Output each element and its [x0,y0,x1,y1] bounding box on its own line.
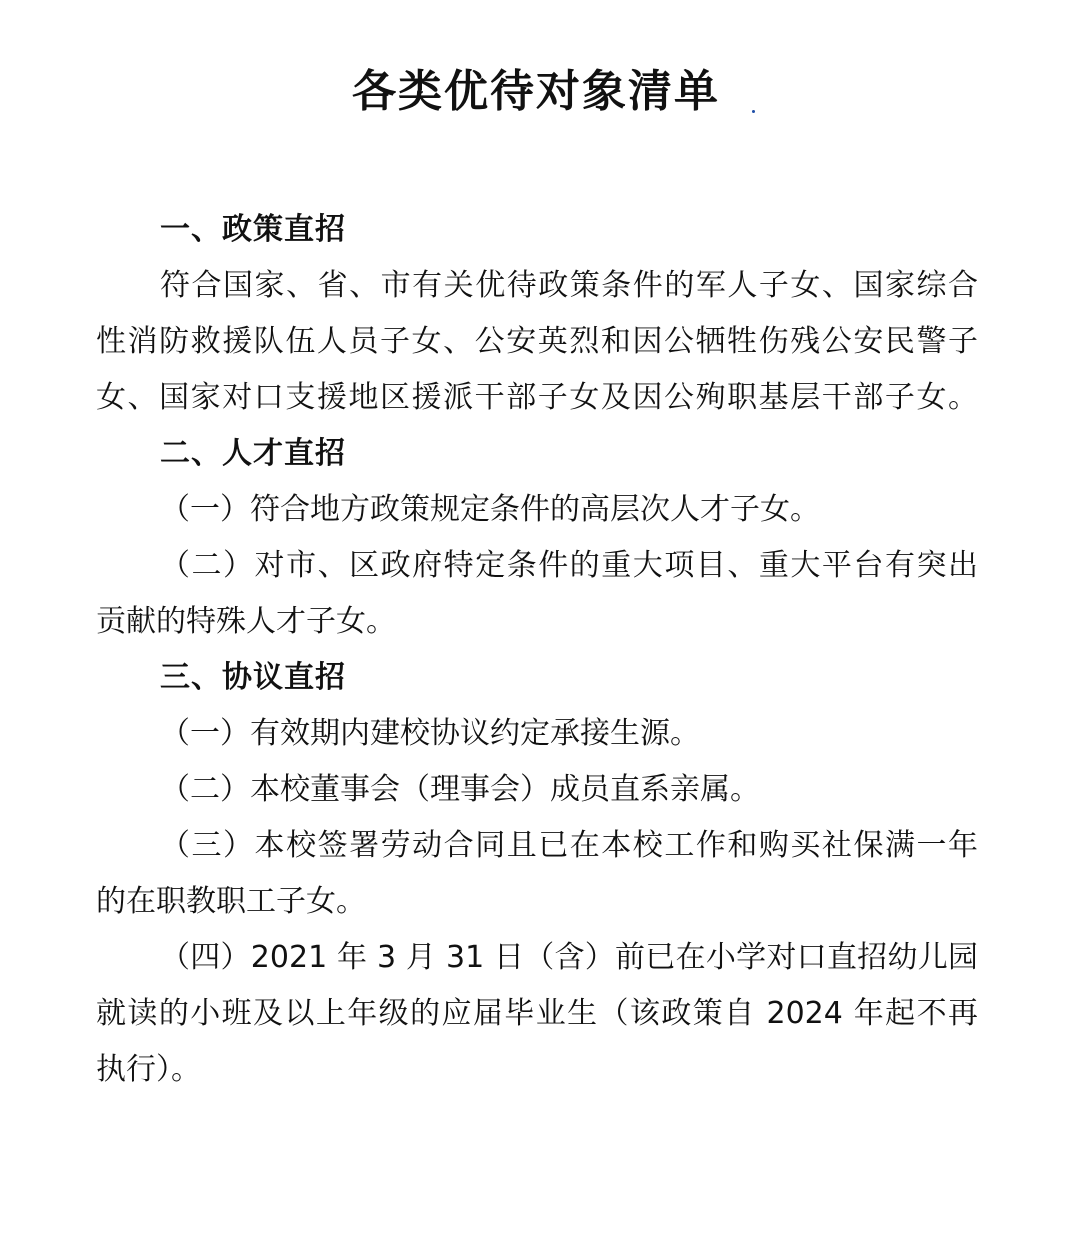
section-heading-agreement: 三、协议直招 [160,660,346,695]
document-title: 各类优待对象清单 [352,66,720,117]
document-body [96,202,978,1098]
paragraph-line: （二）本校董事会（理事会）成员直系亲属。 [160,772,760,807]
paragraph-line: （一）有效期内建校协议约定承接生源。 [160,716,700,751]
section-heading-talent: 二、人才直招 [160,436,346,471]
decorative-dot [752,110,755,113]
paragraph-line: （二）对市、区政府特定条件的重大项目、重大平台有突出 [160,548,978,583]
section-heading-policy: 一、政策直招 [160,212,346,247]
paragraph-line: 符合国家、省、市有关优待政策条件的军人子女、国家综合 [160,268,978,303]
paragraph-line: 贡献的特殊人才子女。 [96,604,396,639]
paragraph-line: （一）符合地方政策规定条件的高层次人才子女。 [160,492,820,527]
paragraph-line: （四）2021 年 3 月 31 日（含）前已在小学对口直招幼儿园 [160,940,978,975]
paragraph-line: 性消防救援队伍人员子女、公安英烈和因公牺牲伤残公安民警子 [96,324,978,359]
paragraph-line: 女、国家对口支援地区援派干部子女及因公殉职基层干部子女。 [96,380,978,415]
paragraph-line: （三）本校签署劳动合同且已在本校工作和购买社保满一年 [160,828,978,863]
paragraph-line: 执行）。 [96,1052,201,1087]
paragraph-line: 的在职教职工子女。 [96,884,366,919]
paragraph-line: 就读的小班及以上年级的应届毕业生（该政策自 2024 年起不再 [96,996,978,1031]
